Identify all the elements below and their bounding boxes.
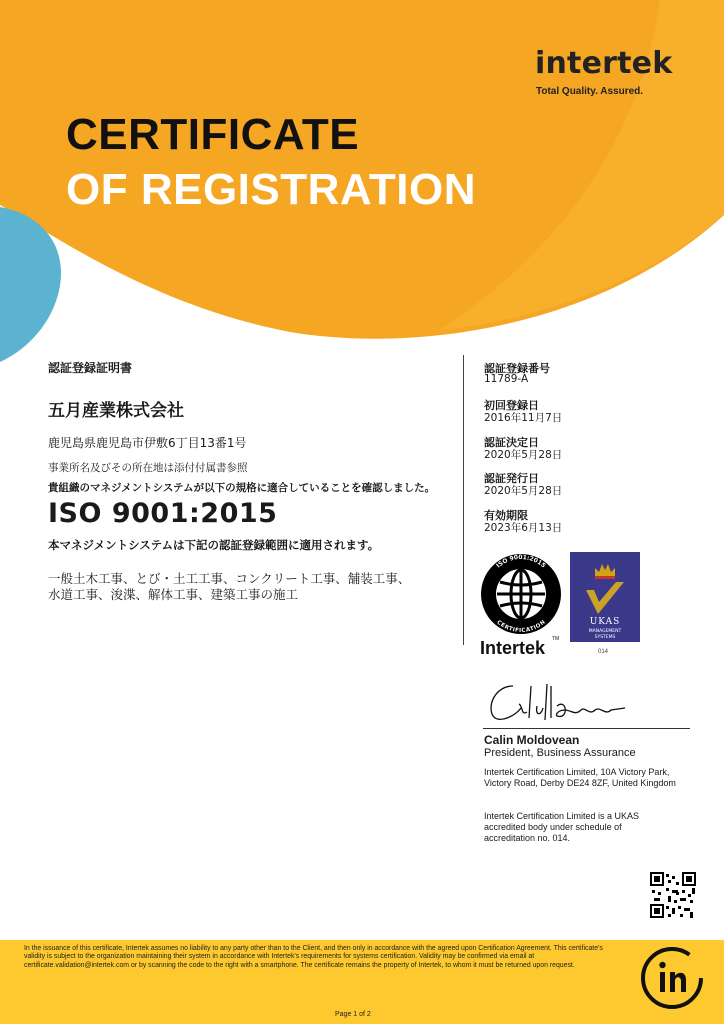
signature-line [483, 728, 690, 729]
conformity-statement: 貴組織のマネジメントシステムが以下の規格に適合していることを確認しました。 [48, 482, 436, 494]
company-address: 鹿児島県鹿児島市伊敷6丁目13番1号 [48, 436, 247, 450]
reg-number-value: 11789-A [484, 373, 529, 385]
scope-title: 本マネジメントシステムは下記の認証登録範囲に適用されます。 [48, 538, 380, 552]
scope-line-2: 水道工事、浚渫、解体工事、建築工事の施工 [48, 587, 299, 602]
initial-date-label: 初回登録日 [484, 399, 539, 412]
ukas-systems: SYSTEMS [594, 635, 616, 640]
signer-title: President, Business Assurance [484, 747, 636, 759]
issue-date-value: 2020年5月28日 [484, 485, 563, 497]
disclaimer-text: In the issuance of this certificate, Intertek assumes no liability to any party other than to the Client, and then only in accordance with the agreed upon Certification Agreement. This certificate's validity is subject to the organization maintaining their system in accordance with Intertek's requirements for systems certification. Validity may be confirmed via email at certificate.validation@intertek.com or by scanning the code to the right with a smartphone. The certificate remains the property of Intertek, to whom it must be returned upon request. [24, 945, 603, 969]
decision-date-value: 2020年5月28日 [484, 449, 563, 461]
logo-tagline: Total Quality. Assured. [536, 86, 644, 97]
reg-number-label: 認証登録番号 [484, 362, 550, 375]
intertek-address: Intertek Certification Limited, 10A Victory Park, Victory Road, Derby DE24 8ZF, United Kingdom [484, 767, 676, 788]
iso-ring-bottom-text: CERTIFICATION [495, 619, 547, 635]
intertek-logo: intertek [535, 46, 673, 81]
expiry-date-label: 有効期限 [484, 509, 528, 522]
signer-name: Calin Moldovean [484, 733, 580, 747]
decision-date-label: 認証決定日 [484, 436, 539, 449]
qr-code[interactable] [650, 872, 696, 918]
title-certificate: CERTIFICATE [66, 110, 360, 159]
page-number: Page 1 of 2 [335, 1011, 371, 1018]
address-note: 事業所名及びその所在地は添付付属書参照 [48, 462, 248, 474]
ukas-mark [570, 552, 640, 642]
signature-image [485, 676, 645, 728]
trademark-symbol: TM [552, 636, 560, 642]
ukas-management: MANAGEMENT [588, 629, 622, 634]
initial-date-value: 2016年11月7日 [484, 412, 563, 424]
company-name: 五月産業株式会社 [48, 401, 184, 421]
ukas-number: 014 [598, 649, 609, 655]
tick-icon [586, 582, 624, 614]
ukas-text: UKAS [589, 617, 621, 627]
intertek-mark-word: Intertek [480, 638, 546, 658]
certificate-label: 認証登録証明書 [48, 361, 133, 375]
crown-icon [595, 564, 615, 579]
issue-date-label: 認証発行日 [484, 472, 539, 485]
intertek-in-logo-icon [640, 946, 704, 1010]
title-of-registration: OF REGISTRATION [66, 165, 477, 214]
accreditation-statement: Intertek Certification Limited is a UKAS accredited body under schedule of accreditation no. 014. [484, 811, 640, 843]
column-divider [463, 355, 464, 645]
iso-certification-mark [480, 550, 562, 658]
scope-line-1: 一般土木工事、とび・土工工事、コンクリート工事、舗装工事、 [48, 571, 411, 586]
expiry-date-value: 2023年6月13日 [484, 522, 563, 534]
standard-name: ISO 9001:2015 [48, 498, 278, 529]
iso-ring-top-text: ISO 9001:2015 [495, 553, 547, 570]
